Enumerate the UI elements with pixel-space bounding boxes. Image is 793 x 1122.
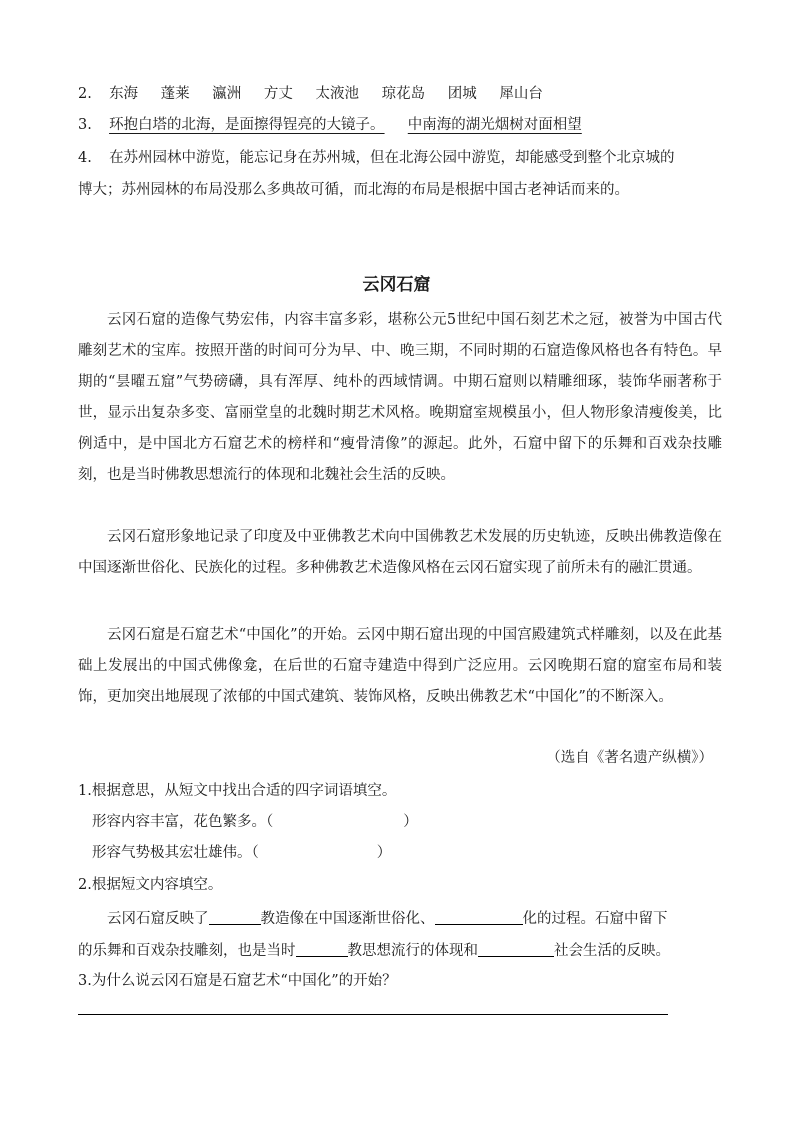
- answer-4-number: 4.: [78, 150, 92, 166]
- answer-3-number: 3.: [78, 117, 92, 133]
- question-1b: [92, 841, 391, 862]
- answer-2-item: 琼花岛: [381, 86, 426, 102]
- answer-2-item: 犀山台: [499, 86, 543, 102]
- question-2-s2: 教造像在中国逐渐世俗化、: [260, 911, 435, 927]
- answer-2-item: 太液池: [315, 86, 359, 102]
- question-2-prompt: 2.根据短文内容填空。: [78, 877, 223, 893]
- question-2-line2: [78, 939, 670, 960]
- answer-4-line1: [78, 146, 675, 167]
- question-3-prompt: 3.为什么说云冈石窟是石窟艺术“中国化”的开始？: [78, 973, 397, 989]
- question-2-s6: 社会生活的反映。: [554, 943, 670, 959]
- answer-4-line2: 博大；苏州园林的布局没那么多典故可循，而北海的布局是根据中国古老神话而来的。: [78, 182, 629, 198]
- question-2-blank-4[interactable]: [478, 940, 554, 957]
- article-title: 云冈石窟: [362, 275, 431, 295]
- answer-2-item: 蓬莱: [160, 86, 190, 102]
- article-paragraph-1: 云冈石窟的造像气势宏伟，内容丰富多彩，堪称公元5世纪中国石刻艺术之冠，被誉为中国古代雕刻艺术的宝库。按照开凿的时间可分为早、中、晚三期，不同时期的石窟造像风格也各有特色。早期的“昙曜五窟”气势磅礴，具有浑厚、纯朴的西域情调。中期石窟则以精雕细琢，装饰华丽著称于世，显示出复杂多变、富丽堂皇的北魏时期艺术风格。晚期窟室规模虽小，但人物形象清瘦俊美，比例适中，是中国北方石窟艺术的榜样和“瘦骨清像”的源起。此外，石窟中留下的乐舞和百戏杂技雕刻，也是当时佛教思想流行的体现和北魏社会生活的反映。: [78, 312, 722, 483]
- answer-4-text-line1: 在苏州园林中游览，能忘记身在苏州城，但在北海公园中游览，却能感受到整个北京城的: [109, 150, 675, 166]
- answer-2-number: 2.: [78, 86, 92, 102]
- question-1a: [92, 810, 418, 831]
- answer-2-item: 东海: [109, 86, 139, 102]
- question-1a-close: ）: [403, 814, 418, 830]
- question-1a-text: 形容内容丰富，花色繁多。（: [92, 814, 274, 830]
- question-2-s5: 教思想流行的体现和: [347, 943, 478, 959]
- answer-3-part1: 环抱白塔的北海，是面擦得锃亮的大镜子。: [109, 117, 385, 133]
- question-2-s1: 云冈石窟反映了: [107, 911, 209, 927]
- question-2-blank-2[interactable]: [435, 908, 523, 925]
- question-2-blank-1[interactable]: [209, 908, 261, 925]
- article-source: （选自《著名遗产纵横》）: [546, 750, 713, 766]
- answer-2-item: 团城: [447, 86, 477, 102]
- answer-2-item: 方丈: [263, 86, 293, 102]
- question-1b-text: 形容气势极其宏壮雄伟。（: [92, 845, 259, 861]
- answer-3-part2: 中南海的湖光烟树对面相望: [407, 117, 582, 133]
- answer-2: [78, 82, 561, 103]
- question-1-prompt: 1.根据意思，从短文中找出合适的四字词语填空。: [78, 783, 397, 799]
- answer-2-item: 瀛洲: [212, 86, 242, 102]
- question-3-answer-line[interactable]: [78, 1014, 668, 1015]
- question-2-blank-3[interactable]: [296, 940, 348, 957]
- answer-3: [78, 113, 582, 134]
- question-2-line1: [107, 907, 668, 928]
- question-1b-close: ）: [376, 845, 392, 861]
- article-paragraph-2: 云冈石窟形象地记录了印度及中亚佛教艺术向中国佛教艺术发展的历史轨迹，反映出佛教造像在中国逐渐世俗化、民族化的过程。多种佛教艺术造像风格在云冈石窟实现了前所未有的融汇贯通。: [78, 529, 722, 576]
- question-2-s4: 的乐舞和百戏杂技雕刻，也是当时: [78, 943, 296, 959]
- article-paragraph-3: 云冈石窟是石窟艺术“中国化”的开始。云冈中期石窟出现的中国宫殿建筑式样雕刻，以及在此基础上发展出的中国式佛像龛，在后世的石窟寺建造中得到广泛应用。云冈晚期石窟的窟室布局和装饰，更加突出地展现了浓郁的中国式建筑、装饰风格，反映出佛教艺术“中国化”的不断深入。: [78, 627, 722, 705]
- question-2-s3: 化的过程。石窟中留下: [522, 911, 668, 927]
